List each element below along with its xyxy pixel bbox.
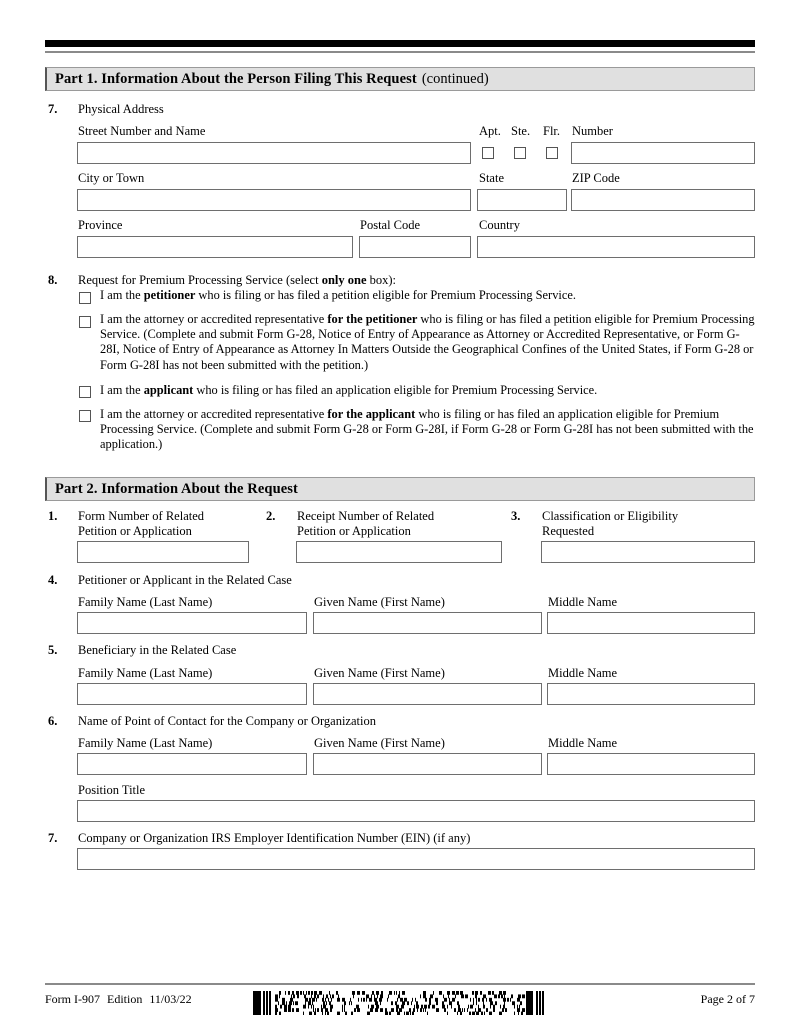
p2-item6-position-label: Position Title bbox=[78, 783, 146, 797]
p2-item2-number: 2. bbox=[266, 509, 276, 523]
p2-item5-family-label: Family Name (Last Name) bbox=[78, 666, 213, 680]
item8-label-bold: only one bbox=[321, 273, 367, 287]
item8-number: 8. bbox=[48, 273, 58, 287]
p2-item6-position-input[interactable] bbox=[77, 800, 755, 822]
p2-item2-label-line2: Petition or Application bbox=[297, 524, 411, 538]
p2-item7-number: 7. bbox=[48, 831, 58, 845]
p2-item6-given-input[interactable] bbox=[313, 753, 542, 775]
p2-item6-number: 6. bbox=[48, 714, 58, 728]
unit-number-label: Number bbox=[572, 124, 613, 138]
option-applicant-checkbox[interactable] bbox=[79, 386, 91, 398]
state-label: State bbox=[479, 171, 504, 185]
p2-item7-label: Company or Organization IRS Employer Identification Number (EIN) (if any) bbox=[78, 831, 471, 845]
p2-item5-label: Beneficiary in the Related Case bbox=[78, 643, 237, 657]
option-attorney-petitioner-checkbox[interactable] bbox=[79, 316, 91, 328]
country-input[interactable] bbox=[477, 236, 755, 258]
option-petitioner-text: I am the petitioner who is filing or has filed a petition eligible for Premium Processing Service. bbox=[100, 288, 576, 302]
p2-item5-given-input[interactable] bbox=[313, 683, 542, 705]
province-label: Province bbox=[78, 218, 123, 232]
footer-rule bbox=[45, 983, 755, 985]
top-black-rule bbox=[45, 40, 755, 47]
p2-item4-label: Petitioner or Applicant in the Related Case bbox=[78, 573, 292, 587]
apt-checkbox[interactable] bbox=[482, 147, 494, 159]
option-applicant-text: I am the applicant who is filing or has filed an application eligible for Premium Processing Service. bbox=[100, 383, 598, 397]
part2-title: Part 2. Information About the Request bbox=[55, 480, 298, 497]
p2-item5-middle-label: Middle Name bbox=[548, 666, 618, 680]
item8-label-pre: Request for Premium Processing Service (select bbox=[78, 273, 322, 287]
p2-item6-middle-input[interactable] bbox=[547, 753, 755, 775]
p2-item4-given-label: Given Name (First Name) bbox=[314, 595, 445, 609]
ste-label: Ste. bbox=[511, 124, 531, 138]
p2-item4-family-input[interactable] bbox=[77, 612, 307, 634]
p2-item6-middle-label: Middle Name bbox=[548, 736, 618, 750]
p2-item5-middle-input[interactable] bbox=[547, 683, 755, 705]
footer-edition-date: 11/03/22 bbox=[149, 992, 192, 1006]
p2-item5-number: 5. bbox=[48, 643, 58, 657]
p2-item4-middle-label: Middle Name bbox=[548, 595, 618, 609]
pdf417-barcode bbox=[253, 991, 548, 1015]
footer-form-number: Form I-907 bbox=[45, 992, 100, 1006]
p2-item2-input[interactable] bbox=[296, 541, 502, 563]
p2-item3-number: 3. bbox=[511, 509, 521, 523]
top-thin-rule bbox=[45, 51, 755, 53]
province-input[interactable] bbox=[77, 236, 353, 258]
p2-item1-number: 1. bbox=[48, 509, 58, 523]
footer-edition-label: Edition bbox=[107, 992, 143, 1006]
postal-code-input[interactable] bbox=[359, 236, 471, 258]
p2-item2-label-line1: Receipt Number of Related bbox=[297, 509, 435, 523]
flr-checkbox[interactable] bbox=[546, 147, 558, 159]
item7-number: 7. bbox=[48, 102, 58, 116]
item8-label bbox=[78, 273, 396, 288]
p2-item1-input[interactable] bbox=[77, 541, 249, 563]
zip-label: ZIP Code bbox=[572, 171, 620, 185]
footer-page-number: Page 2 of 7 bbox=[700, 992, 755, 1006]
p2-item3-input[interactable] bbox=[541, 541, 755, 563]
part1-title: Part 1. Information About the Person Filing This Request bbox=[55, 70, 417, 87]
part1-continued-label: (continued) bbox=[421, 70, 489, 87]
p2-item6-family-label: Family Name (Last Name) bbox=[78, 736, 213, 750]
option-attorney-applicant-checkbox[interactable] bbox=[79, 410, 91, 422]
part2-header bbox=[45, 477, 755, 501]
p2-item6-label: Name of Point of Contact for the Company or Organization bbox=[78, 714, 376, 728]
ste-checkbox[interactable] bbox=[514, 147, 526, 159]
p2-item4-given-input[interactable] bbox=[313, 612, 542, 634]
state-input[interactable] bbox=[477, 189, 567, 211]
city-label: City or Town bbox=[78, 171, 145, 185]
postal-code-label: Postal Code bbox=[360, 218, 421, 232]
p2-item4-middle-input[interactable] bbox=[547, 612, 755, 634]
city-input[interactable] bbox=[77, 189, 471, 211]
flr-label: Flr. bbox=[543, 124, 561, 138]
option-attorney-petitioner-text: I am the attorney or accredited representative for the petitioner who is filing or has filed a petition eligible for Premium Processing Service. (Complete and submit Form G-28, Notice of Entry of Appearance as Attorney or Accredited Representative, or Form G-28I, Notice of Entry of Appearance as Attorney In Matters Outside the Geographical Confines of the United States, if Form G-28 or Form G-28I has not been submitted with the petition.) bbox=[100, 312, 755, 372]
street-label: Street Number and Name bbox=[78, 124, 206, 138]
p2-item3-label-line1: Classification or Eligibility bbox=[542, 509, 679, 523]
option-petitioner-checkbox[interactable] bbox=[79, 292, 91, 304]
item8-label-post: box): bbox=[366, 273, 397, 287]
item7-label: Physical Address bbox=[78, 102, 164, 116]
footer-form-info bbox=[45, 992, 192, 1007]
country-label: Country bbox=[479, 218, 520, 232]
unit-number-input[interactable] bbox=[571, 142, 755, 164]
p2-item6-family-input[interactable] bbox=[77, 753, 307, 775]
p2-item5-family-input[interactable] bbox=[77, 683, 307, 705]
p2-item4-number: 4. bbox=[48, 573, 58, 587]
p2-item4-family-label: Family Name (Last Name) bbox=[78, 595, 213, 609]
street-input[interactable] bbox=[77, 142, 471, 164]
p2-item5-given-label: Given Name (First Name) bbox=[314, 666, 445, 680]
p2-item1-label-line2: Petition or Application bbox=[78, 524, 192, 538]
part1-header bbox=[45, 67, 755, 91]
p2-item6-given-label: Given Name (First Name) bbox=[314, 736, 445, 750]
option-attorney-applicant-text: I am the attorney or accredited representative for the applicant who is filing or has filed an application eligible for Premium Processing Service. (Complete and submit Form G-28 or Form G-28I, if Form G-28 or Form G-28I has not been submitted with the application.) bbox=[100, 407, 754, 452]
p2-item1-label-line1: Form Number of Related bbox=[78, 509, 205, 523]
p2-item3-label-line2: Requested bbox=[542, 524, 595, 538]
p2-item7-input[interactable] bbox=[77, 848, 755, 870]
zip-input[interactable] bbox=[571, 189, 755, 211]
apt-label: Apt. bbox=[479, 124, 501, 138]
